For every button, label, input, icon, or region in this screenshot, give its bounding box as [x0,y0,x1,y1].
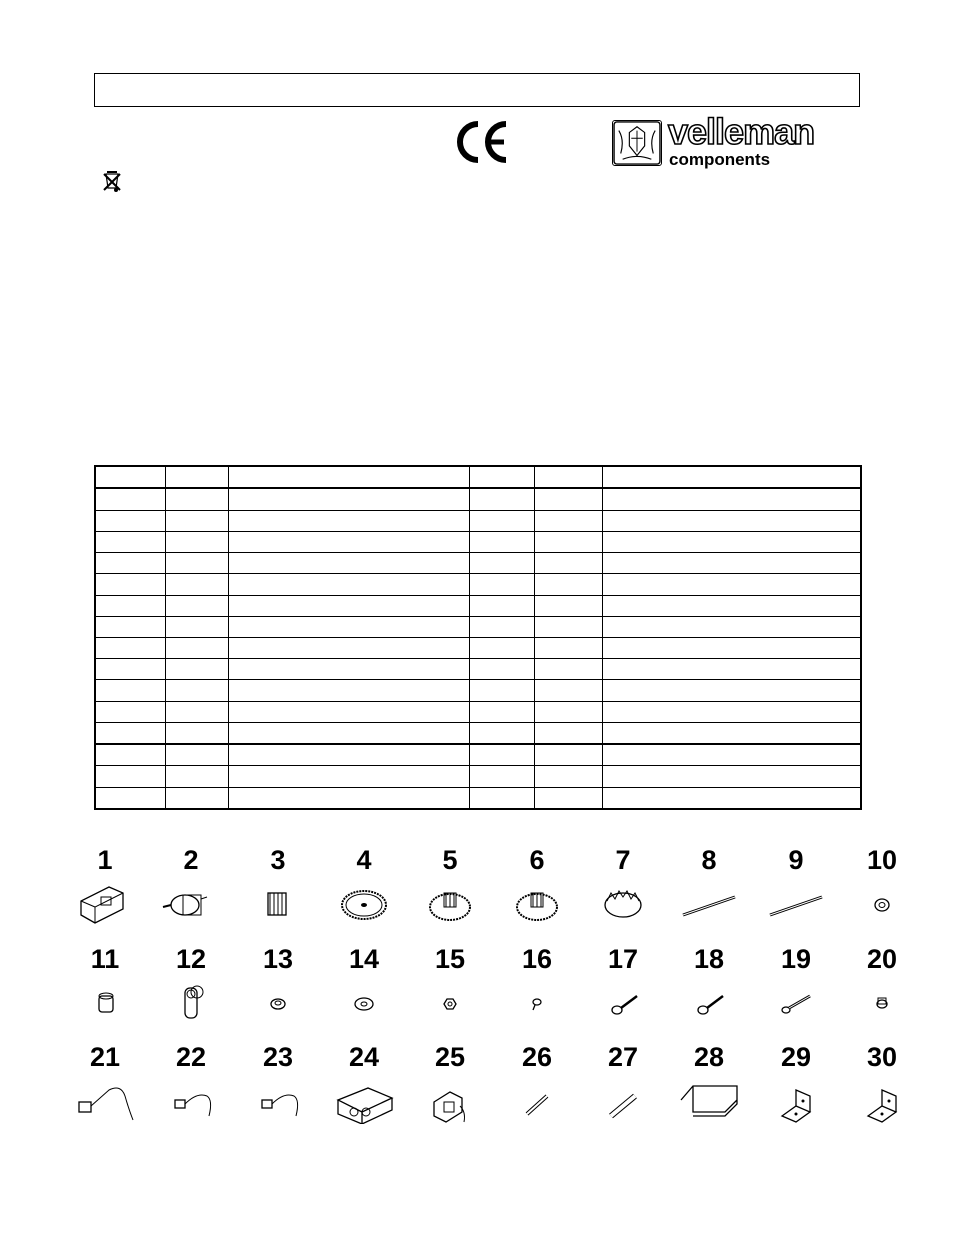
table-row [95,595,861,616]
title-box [94,73,860,107]
table-cell [228,595,469,616]
part-item [321,1042,407,1138]
table-cell [602,510,861,531]
washer-large-icon [334,978,394,1026]
part-number: 28 [693,1042,725,1072]
table-cell [534,531,602,552]
table-cell [469,574,534,595]
table-cell [534,466,602,488]
rod-short-icon [507,1076,567,1124]
part-number: 24 [348,1042,380,1072]
table-cell [469,488,534,510]
table-cell [602,787,861,809]
compound-gear-icon [507,879,567,927]
part-item [666,944,752,1040]
part-item [494,944,580,1040]
part-number: 10 [866,845,898,875]
part-item [235,845,321,941]
table-cell [165,701,228,722]
part-item [580,1042,666,1138]
table-cell [95,488,165,510]
table-cell [228,787,469,809]
large-gear-icon [334,879,394,927]
table-cell [602,680,861,701]
table-cell [228,722,469,744]
table-cell [534,488,602,510]
crank-icon [161,978,221,1026]
table-cell [95,510,165,531]
table-cell [165,680,228,701]
table-cell [165,637,228,658]
table-cell [469,466,534,488]
switch-wire-icon [75,1076,135,1124]
table-cell [534,616,602,637]
axle-long-icon [679,879,739,927]
part-number: 14 [348,944,380,974]
table-cell [602,701,861,722]
table-cell [228,701,469,722]
table-cell [95,701,165,722]
table-cell [228,744,469,766]
part-number: 2 [183,845,199,875]
ce-mark-icon [454,118,510,166]
table-cell [165,595,228,616]
part-number: 20 [866,944,898,974]
part-number: 19 [780,944,812,974]
battery-holder-icon [334,1076,394,1124]
crest-icon [612,120,662,166]
table-cell [602,766,861,787]
crown-gear-icon [593,879,653,927]
part-number: 1 [97,845,113,875]
switch-bracket-icon [420,1076,480,1124]
table-cell [469,531,534,552]
table-row [95,722,861,744]
part-number: 16 [521,944,553,974]
part-item [407,1042,493,1138]
pin-icon [766,978,826,1026]
part-number: 11 [90,944,120,974]
table-cell [165,574,228,595]
table-cell [228,680,469,701]
table-cell [95,766,165,787]
parts-list-table [94,465,862,810]
washer-small-icon [248,978,308,1026]
chassis-frame-icon [75,879,135,927]
table-row [95,510,861,531]
table-cell [602,616,861,637]
part-item [839,1042,925,1138]
table-cell [469,553,534,574]
pinion-gear-icon [248,879,308,927]
table-cell [95,787,165,809]
table-cell [165,766,228,787]
table-cell [534,722,602,744]
brand-tagline: components [669,150,771,169]
part-number: 15 [434,944,466,974]
part-item [666,1042,752,1138]
table-cell [602,659,861,680]
part-item [753,944,839,1040]
brand-name: velleman [668,111,815,152]
table-cell [165,744,228,766]
part-item [321,845,407,941]
screw-small-icon [507,978,567,1026]
part-number: 6 [529,845,545,875]
part-number: 27 [607,1042,639,1072]
part-item [839,944,925,1040]
table-cell [469,637,534,658]
table-cell [469,766,534,787]
part-item [62,1042,148,1138]
part-number: 18 [693,944,725,974]
table-cell [165,616,228,637]
wire-frame-icon [679,1076,739,1124]
table-row [95,659,861,680]
led-wire-icon [248,1076,308,1124]
table-cell [165,659,228,680]
table-cell [228,466,469,488]
table-row [95,787,861,809]
axle-long-icon [766,879,826,927]
table-cell [228,574,469,595]
part-item [580,944,666,1040]
table-row [95,553,861,574]
table-cell [228,510,469,531]
table-cell [95,616,165,637]
part-number: 30 [866,1042,898,1072]
table-cell [534,553,602,574]
table-cell [228,488,469,510]
parts-illustration-grid [60,845,910,1135]
table-cell [165,488,228,510]
table-cell [534,744,602,766]
table-cell [95,553,165,574]
table-cell [228,531,469,552]
table-cell [469,744,534,766]
table-cell [165,510,228,531]
table-row [95,488,861,510]
table-cell [534,637,602,658]
table-row [95,680,861,701]
compound-gear-icon [420,879,480,927]
table-cell [534,680,602,701]
part-number: 26 [521,1042,553,1072]
part-item [321,944,407,1040]
part-number: 8 [701,845,717,875]
table-row [95,766,861,787]
table-row [95,637,861,658]
part-number: 21 [89,1042,121,1072]
table-row [95,616,861,637]
table-cell [469,616,534,637]
spacer-tube-icon [75,978,135,1026]
part-number: 4 [356,845,372,875]
table-cell [165,553,228,574]
screw-icon [679,978,739,1026]
table-cell [602,744,861,766]
part-number: 22 [175,1042,207,1072]
part-item [753,845,839,941]
table-cell [602,466,861,488]
part-number: 3 [270,845,286,875]
table-cell [95,574,165,595]
part-item [148,944,234,1040]
table-cell [534,510,602,531]
table-cell [602,574,861,595]
part-item [580,845,666,941]
table-cell [95,637,165,658]
table-cell [165,722,228,744]
part-item [494,845,580,941]
table-cell [228,766,469,787]
motor-icon [161,879,221,927]
table-cell [602,722,861,744]
nut-icon [420,978,480,1026]
weee-bin-icon [102,170,122,194]
table-cell [228,616,469,637]
part-item [235,944,321,1040]
table-cell [534,766,602,787]
table-cell [602,595,861,616]
screw-icon [593,978,653,1026]
table-cell [534,787,602,809]
part-item [753,1042,839,1138]
table-cell [95,680,165,701]
angle-bracket-icon [766,1076,826,1124]
part-item [666,845,752,941]
table-cell [165,531,228,552]
table-cell [602,531,861,552]
table-cell [469,722,534,744]
part-item [148,1042,234,1138]
table-cell [469,701,534,722]
angle-bracket-icon [852,1076,912,1124]
table-cell [95,531,165,552]
table-cell [469,680,534,701]
part-item [235,1042,321,1138]
table-cell [602,553,861,574]
table-cell [534,701,602,722]
led-wire-icon [161,1076,221,1124]
table-cell [469,659,534,680]
table-cell [602,637,861,658]
part-number: 12 [175,944,207,974]
table-cell [95,722,165,744]
table-row [95,701,861,722]
part-item [62,944,148,1040]
part-item [494,1042,580,1138]
table-header-row [95,466,861,488]
part-item [407,845,493,941]
part-item [62,845,148,941]
table-cell [165,787,228,809]
part-item [148,845,234,941]
part-number: 13 [262,944,294,974]
table-cell [228,637,469,658]
brand-logo [612,111,832,170]
table-cell [95,595,165,616]
table-cell [228,659,469,680]
tube-short-icon [593,1076,653,1124]
table-cell [602,488,861,510]
table-cell [95,744,165,766]
part-number: 5 [442,845,458,875]
part-number: 17 [607,944,639,974]
table-row [95,744,861,766]
bushing-icon [852,879,912,927]
table-cell [469,595,534,616]
table-cell [534,595,602,616]
table-cell [469,787,534,809]
table-cell [95,659,165,680]
table-cell [165,466,228,488]
part-number: 23 [262,1042,294,1072]
part-number: 9 [788,845,804,875]
table-cell [469,510,534,531]
part-number: 25 [434,1042,466,1072]
table-cell [534,574,602,595]
insert-icon [852,978,912,1026]
table-row [95,531,861,552]
part-number: 7 [615,845,631,875]
table-row [95,574,861,595]
part-number: 29 [780,1042,812,1072]
part-item [407,944,493,1040]
part-item [839,845,925,941]
table-cell [95,466,165,488]
table-cell [534,659,602,680]
table-cell [228,553,469,574]
